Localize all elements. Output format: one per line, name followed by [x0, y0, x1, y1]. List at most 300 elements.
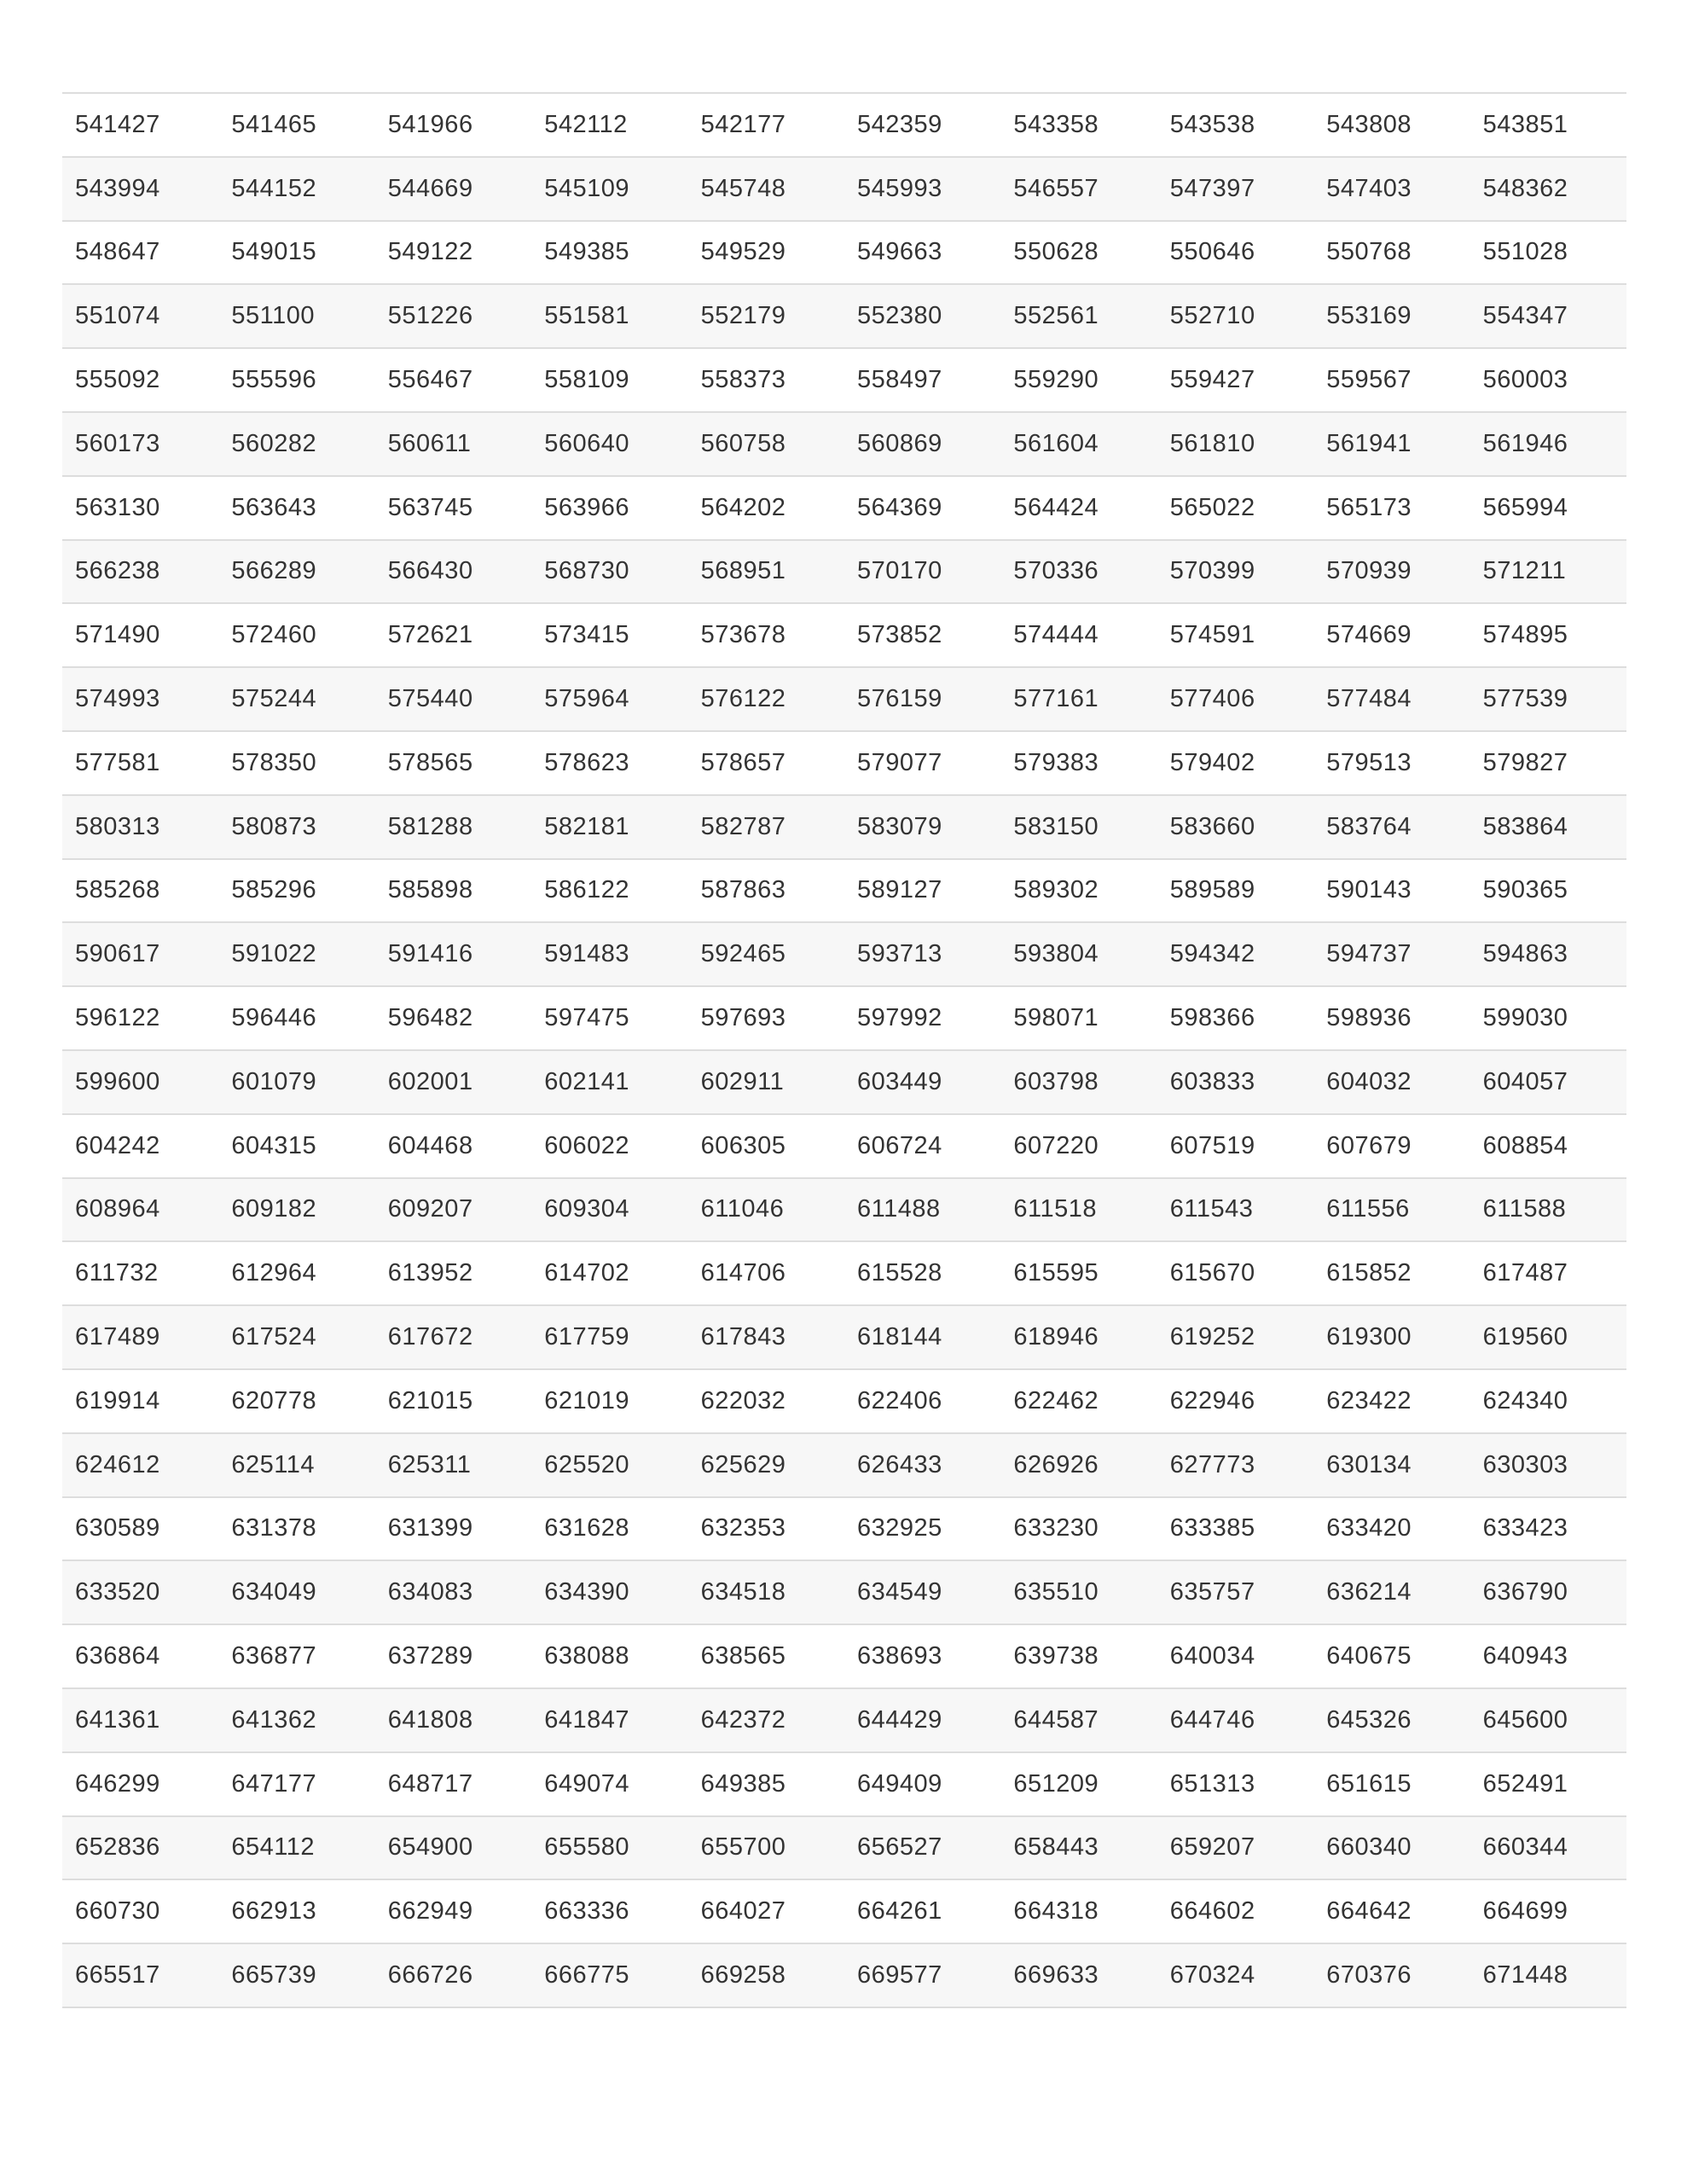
- table-cell: 645326: [1326, 1705, 1412, 1734]
- table-cell: 651313: [1169, 1769, 1255, 1798]
- table-cell: 552179: [700, 302, 786, 330]
- table-cell: 624612: [75, 1450, 160, 1478]
- table-cell: 622406: [856, 1386, 942, 1414]
- table-cell: 633423: [1482, 1514, 1568, 1542]
- table-cell: 576122: [700, 685, 786, 713]
- table-cell: 660344: [1482, 1833, 1568, 1862]
- table-row: [62, 1113, 1626, 1177]
- table-cell: 577484: [1326, 685, 1412, 713]
- table-cell: 640675: [1326, 1642, 1412, 1670]
- table-cell: 551100: [231, 302, 316, 330]
- table-cell: 604057: [1482, 1067, 1568, 1095]
- table-cell: 570939: [1326, 557, 1412, 585]
- table-cell: 617672: [387, 1323, 473, 1351]
- table-row: [62, 156, 1626, 220]
- table-cell: 609182: [231, 1195, 317, 1223]
- table-cell: 603798: [1013, 1067, 1099, 1095]
- table-row: [62, 1879, 1626, 1943]
- table-cell: 582787: [700, 812, 786, 840]
- table-cell: 596482: [387, 1004, 473, 1032]
- table-cell: 627773: [1169, 1450, 1255, 1478]
- table-cell: 561810: [1169, 429, 1255, 457]
- table-cell: 652491: [1482, 1769, 1568, 1798]
- table-cell: 666726: [387, 1961, 473, 1989]
- table-cell: 579383: [1013, 748, 1099, 776]
- table-cell: 647177: [231, 1769, 317, 1798]
- table-cell: 598366: [1169, 1004, 1255, 1032]
- table-cell: 593713: [856, 940, 942, 968]
- table-row: [62, 1304, 1626, 1368]
- table-cell: 560869: [856, 429, 942, 457]
- table-row: [62, 730, 1626, 794]
- table-cell: 550628: [1013, 238, 1099, 266]
- table-cell: 565994: [1482, 493, 1568, 521]
- table-cell: 608854: [1482, 1131, 1568, 1159]
- table-cell: 638565: [700, 1642, 786, 1670]
- table-cell: 542359: [856, 110, 942, 138]
- table-cell: 632353: [700, 1514, 786, 1542]
- table-cell: 649385: [700, 1769, 786, 1798]
- table-cell: 602911: [700, 1067, 785, 1095]
- table-cell: 601079: [231, 1067, 317, 1095]
- table-row: [62, 985, 1626, 1049]
- table-cell: 625629: [700, 1450, 786, 1478]
- table-cell: 563643: [231, 493, 317, 521]
- table-cell: 611543: [1169, 1195, 1254, 1223]
- table-cell: 607519: [1169, 1131, 1255, 1159]
- table-cell: 551028: [1482, 238, 1568, 266]
- table-cell: 624340: [1482, 1386, 1568, 1414]
- table-cell: 594737: [1326, 940, 1412, 968]
- table-cell: 593804: [1013, 940, 1099, 968]
- table-cell: 572460: [231, 621, 317, 649]
- table-row: [62, 1368, 1626, 1432]
- table-cell: 597992: [856, 1004, 942, 1032]
- table-cell: 545993: [856, 174, 942, 202]
- table-cell: 553169: [1326, 302, 1412, 330]
- table-cell: 655700: [700, 1833, 786, 1862]
- table-cell: 652836: [75, 1833, 160, 1862]
- table-row: [62, 666, 1626, 730]
- table-cell: 545109: [544, 174, 629, 202]
- table-cell: 625114: [231, 1450, 316, 1478]
- table-cell: 612964: [231, 1259, 317, 1287]
- table-cell: 559427: [1169, 366, 1255, 394]
- table-cell: 645600: [1482, 1705, 1568, 1734]
- table-cell: 660730: [75, 1897, 160, 1926]
- table-cell: 633385: [1169, 1514, 1255, 1542]
- table-cell: 543994: [75, 174, 160, 202]
- table-cell: 622462: [1013, 1386, 1099, 1414]
- table-cell: 580313: [75, 812, 160, 840]
- table-cell: 651209: [1013, 1769, 1099, 1798]
- table-cell: 604468: [387, 1131, 473, 1159]
- table-cell: 634083: [387, 1578, 473, 1606]
- table-cell: 573852: [856, 621, 942, 649]
- table-cell: 631399: [387, 1514, 473, 1542]
- table-cell: 563130: [75, 493, 160, 521]
- table-cell: 619914: [75, 1386, 160, 1414]
- table-cell: 658443: [1013, 1833, 1099, 1862]
- table-cell: 555596: [231, 366, 317, 394]
- numbers-table: [62, 92, 1626, 2008]
- table-cell: 665517: [75, 1961, 160, 1989]
- table-cell: 617843: [700, 1323, 786, 1351]
- table-cell: 572621: [387, 621, 473, 649]
- table-cell: 662949: [387, 1897, 473, 1926]
- table-cell: 561941: [1326, 429, 1412, 457]
- table-cell: 574669: [1326, 621, 1412, 649]
- table-row: [62, 1049, 1626, 1113]
- table-cell: 644746: [1169, 1705, 1255, 1734]
- table-cell: 615670: [1169, 1259, 1255, 1287]
- table-cell: 574591: [1169, 621, 1255, 649]
- table-cell: 598936: [1326, 1004, 1412, 1032]
- table-cell: 599600: [75, 1067, 160, 1095]
- table-row: [62, 921, 1626, 985]
- table-cell: 604315: [231, 1131, 317, 1159]
- table-cell: 558109: [544, 366, 629, 394]
- table-cell: 633520: [75, 1578, 160, 1606]
- table-cell: 613952: [387, 1259, 473, 1287]
- table-cell: 568730: [544, 557, 629, 585]
- table-cell: 640943: [1482, 1642, 1568, 1670]
- table-cell: 648717: [387, 1769, 473, 1798]
- table-cell: 581288: [387, 812, 473, 840]
- table-cell: 571490: [75, 621, 160, 649]
- table-cell: 664027: [700, 1897, 786, 1926]
- table-row: [62, 602, 1626, 666]
- table-cell: 609304: [544, 1195, 629, 1223]
- table-row: [62, 539, 1626, 603]
- table-cell: 563966: [544, 493, 629, 521]
- table-cell: 548647: [75, 238, 160, 266]
- table-cell: 579402: [1169, 748, 1255, 776]
- table-cell: 575244: [231, 685, 317, 713]
- table-cell: 566289: [231, 557, 317, 585]
- table-cell: 583079: [856, 812, 942, 840]
- table-cell: 618144: [856, 1323, 942, 1351]
- table-cell: 634518: [700, 1578, 786, 1606]
- table-row: [62, 92, 1626, 156]
- table-row: [62, 1496, 1626, 1560]
- table-cell: 602001: [387, 1067, 473, 1095]
- table-cell: 621015: [387, 1386, 473, 1414]
- table-cell: 630134: [1326, 1450, 1412, 1478]
- table-cell: 549385: [544, 238, 629, 266]
- table-cell: 640034: [1169, 1642, 1255, 1670]
- table-cell: 574895: [1482, 621, 1568, 649]
- table-cell: 568951: [700, 557, 786, 585]
- table-cell: 549529: [700, 238, 786, 266]
- table-row: [62, 347, 1626, 411]
- table-cell: 586122: [544, 876, 629, 904]
- table-cell: 611732: [75, 1259, 159, 1287]
- table-cell: 633420: [1326, 1514, 1412, 1542]
- table-cell: 574993: [75, 685, 160, 713]
- table-cell: 559567: [1326, 366, 1412, 394]
- table-cell: 543808: [1326, 110, 1412, 138]
- table-cell: 663336: [544, 1897, 629, 1926]
- table-cell: 542112: [544, 110, 628, 138]
- table-cell: 632925: [856, 1514, 942, 1542]
- table-cell: 554347: [1482, 302, 1568, 330]
- table-cell: 566238: [75, 557, 160, 585]
- table-cell: 573415: [544, 621, 629, 649]
- table-cell: 582181: [544, 812, 629, 840]
- table-cell: 585268: [75, 876, 160, 904]
- table-cell: 654900: [387, 1833, 473, 1862]
- table-cell: 617759: [544, 1323, 629, 1351]
- table-cell: 618946: [1013, 1323, 1099, 1351]
- table-cell: 575964: [544, 685, 629, 713]
- table-cell: 598071: [1013, 1004, 1099, 1032]
- table-cell: 644429: [856, 1705, 942, 1734]
- table-cell: 577539: [1482, 685, 1568, 713]
- table-cell: 630589: [75, 1514, 160, 1542]
- table-cell: 646299: [75, 1769, 160, 1798]
- table-cell: 630303: [1482, 1450, 1568, 1478]
- table-cell: 637289: [387, 1642, 473, 1670]
- table-cell: 609207: [387, 1195, 473, 1223]
- table-cell: 579827: [1482, 748, 1568, 776]
- table-cell: 623422: [1326, 1386, 1412, 1414]
- table-cell: 556467: [387, 366, 473, 394]
- table-cell: 603833: [1169, 1067, 1255, 1095]
- table-cell: 543851: [1482, 110, 1568, 138]
- table-cell: 649074: [544, 1769, 629, 1798]
- table-cell: 611518: [1013, 1195, 1098, 1223]
- table-cell: 591483: [544, 940, 629, 968]
- table-cell: 541427: [75, 110, 160, 138]
- table-cell: 641808: [387, 1705, 473, 1734]
- table-cell: 587863: [700, 876, 786, 904]
- table-cell: 596446: [231, 1004, 317, 1032]
- table-cell: 590365: [1482, 876, 1568, 904]
- table-cell: 670324: [1169, 1961, 1255, 1989]
- table-cell: 665739: [231, 1961, 317, 1989]
- table-cell: 578350: [231, 748, 317, 776]
- table-cell: 602141: [544, 1067, 629, 1095]
- table-cell: 552710: [1169, 302, 1255, 330]
- table-cell: 651615: [1326, 1769, 1412, 1798]
- table-row: [62, 1815, 1626, 1879]
- table-cell: 666775: [544, 1961, 629, 1989]
- table-cell: 590143: [1326, 876, 1412, 904]
- table-cell: 617524: [231, 1323, 317, 1351]
- table-cell: 576159: [856, 685, 942, 713]
- table-cell: 604242: [75, 1131, 160, 1159]
- table-cell: 591416: [387, 940, 473, 968]
- table-cell: 560758: [700, 429, 786, 457]
- table-cell: 551581: [544, 302, 629, 330]
- table-cell: 604032: [1326, 1067, 1412, 1095]
- table-cell: 669577: [856, 1961, 942, 1989]
- table-cell: 577581: [75, 748, 160, 776]
- table-cell: 619560: [1482, 1323, 1568, 1351]
- table-cell: 626433: [856, 1450, 942, 1478]
- table-cell: 590617: [75, 940, 160, 968]
- table-cell: 611488: [856, 1195, 941, 1223]
- table-cell: 571211: [1482, 557, 1567, 585]
- table-cell: 548362: [1482, 174, 1568, 202]
- table-cell: 565022: [1169, 493, 1255, 521]
- table-cell: 622946: [1169, 1386, 1255, 1414]
- table-row: [62, 1560, 1626, 1623]
- table-cell: 617489: [75, 1323, 160, 1351]
- table-cell: 641362: [231, 1705, 317, 1734]
- table-cell: 577161: [1013, 685, 1099, 713]
- table-cell: 631628: [544, 1514, 629, 1542]
- table-cell: 579077: [856, 748, 942, 776]
- table-row: [62, 411, 1626, 475]
- table-cell: 573678: [700, 621, 786, 649]
- table-cell: 574444: [1013, 621, 1099, 649]
- table-cell: 543538: [1169, 110, 1255, 138]
- table-cell: 575440: [387, 685, 473, 713]
- table-cell: 552380: [856, 302, 942, 330]
- table-cell: 591022: [231, 940, 317, 968]
- table-cell: 608964: [75, 1195, 160, 1223]
- table-cell: 594342: [1169, 940, 1255, 968]
- table-row: [62, 794, 1626, 858]
- table-row: [62, 283, 1626, 347]
- table-cell: 636877: [231, 1642, 317, 1670]
- table-cell: 636790: [1482, 1578, 1568, 1606]
- table-cell: 578565: [387, 748, 473, 776]
- table-cell: 670376: [1326, 1961, 1412, 1989]
- table-cell: 578657: [700, 748, 786, 776]
- table-cell: 614702: [544, 1259, 629, 1287]
- table-cell: 611588: [1482, 1195, 1567, 1223]
- table-cell: 655580: [544, 1833, 629, 1862]
- table-cell: 619300: [1326, 1323, 1412, 1351]
- table-cell: 560640: [544, 429, 629, 457]
- table-cell: 564369: [856, 493, 942, 521]
- table-cell: 579513: [1326, 748, 1412, 776]
- table-row: [62, 1623, 1626, 1687]
- table-cell: 583864: [1482, 812, 1568, 840]
- table-cell: 634549: [856, 1578, 942, 1606]
- table-cell: 644587: [1013, 1705, 1099, 1734]
- table-cell: 622032: [700, 1386, 786, 1414]
- table-row: [62, 1177, 1626, 1241]
- table-row: [62, 858, 1626, 922]
- table-cell: 664261: [856, 1897, 942, 1926]
- table-cell: 583150: [1013, 812, 1099, 840]
- table-cell: 633230: [1013, 1514, 1099, 1542]
- table-cell: 606724: [856, 1131, 942, 1159]
- table-cell: 660340: [1326, 1833, 1412, 1862]
- table-cell: 542177: [700, 110, 786, 138]
- table-cell: 636214: [1326, 1578, 1412, 1606]
- table-cell: 606305: [700, 1131, 786, 1159]
- table-cell: 614706: [700, 1259, 786, 1287]
- table-cell: 560611: [387, 429, 472, 457]
- table-row: [62, 1687, 1626, 1751]
- table-cell: 594863: [1482, 940, 1568, 968]
- table-cell: 634390: [544, 1578, 629, 1606]
- table-cell: 656527: [856, 1833, 942, 1862]
- table-cell: 560282: [231, 429, 317, 457]
- table-cell: 625520: [544, 1450, 629, 1478]
- table-cell: 541966: [387, 110, 473, 138]
- table-row: [62, 220, 1626, 284]
- table-cell: 664699: [1482, 1897, 1568, 1926]
- table-cell: 570336: [1013, 557, 1099, 585]
- table-cell: 634049: [231, 1578, 317, 1606]
- table-cell: 597693: [700, 1004, 786, 1032]
- table-cell: 577406: [1169, 685, 1255, 713]
- table-cell: 549122: [387, 238, 473, 266]
- table-cell: 626926: [1013, 1450, 1099, 1478]
- table-cell: 545748: [700, 174, 786, 202]
- table-cell: 669258: [700, 1961, 786, 1989]
- table-cell: 636864: [75, 1642, 160, 1670]
- table-cell: 563745: [387, 493, 473, 521]
- table-cell: 555092: [75, 366, 160, 394]
- table-cell: 662913: [231, 1897, 317, 1926]
- table-cell: 544152: [231, 174, 317, 202]
- table-cell: 615528: [856, 1259, 942, 1287]
- table-cell: 625311: [387, 1450, 472, 1478]
- table-cell: 603449: [856, 1067, 942, 1095]
- table-cell: 607679: [1326, 1131, 1412, 1159]
- table-cell: 589302: [1013, 876, 1099, 904]
- table-cell: 617487: [1482, 1259, 1568, 1287]
- table-cell: 592465: [700, 940, 786, 968]
- table-cell: 550646: [1169, 238, 1255, 266]
- table-cell: 580873: [231, 812, 317, 840]
- table-cell: 619252: [1169, 1323, 1255, 1351]
- table-cell: 541465: [231, 110, 317, 138]
- table-cell: 607220: [1013, 1131, 1099, 1159]
- table-cell: 649409: [856, 1769, 942, 1798]
- table-cell: 544669: [387, 174, 473, 202]
- table-cell: 561946: [1482, 429, 1568, 457]
- table-cell: 564424: [1013, 493, 1099, 521]
- table-cell: 561604: [1013, 429, 1099, 457]
- table-cell: 585296: [231, 876, 317, 904]
- table-cell: 578623: [544, 748, 629, 776]
- table-cell: 615852: [1326, 1259, 1412, 1287]
- table-cell: 570170: [856, 557, 942, 585]
- table-cell: 550768: [1326, 238, 1412, 266]
- table-cell: 589127: [856, 876, 942, 904]
- table-cell: 560003: [1482, 366, 1568, 394]
- table-cell: 642372: [700, 1705, 786, 1734]
- table-cell: 671448: [1482, 1961, 1568, 1989]
- table-cell: 611556: [1326, 1195, 1410, 1223]
- table-cell: 585898: [387, 876, 473, 904]
- table-cell: 583660: [1169, 812, 1255, 840]
- table-cell: 596122: [75, 1004, 160, 1032]
- table-cell: 621019: [544, 1386, 629, 1414]
- table-cell: 552561: [1013, 302, 1099, 330]
- table-cell: 669633: [1013, 1961, 1099, 1989]
- table-cell: 631378: [231, 1514, 317, 1542]
- table-cell: 543358: [1013, 110, 1099, 138]
- table-cell: 639738: [1013, 1642, 1099, 1670]
- table-cell: 638693: [856, 1642, 942, 1670]
- table-cell: 547403: [1326, 174, 1412, 202]
- table-cell: 659207: [1169, 1833, 1255, 1862]
- table-cell: 570399: [1169, 557, 1255, 585]
- table-row: [62, 1751, 1626, 1815]
- table-cell: 560173: [75, 429, 160, 457]
- table-cell: 606022: [544, 1131, 629, 1159]
- table-cell: 641847: [544, 1705, 629, 1734]
